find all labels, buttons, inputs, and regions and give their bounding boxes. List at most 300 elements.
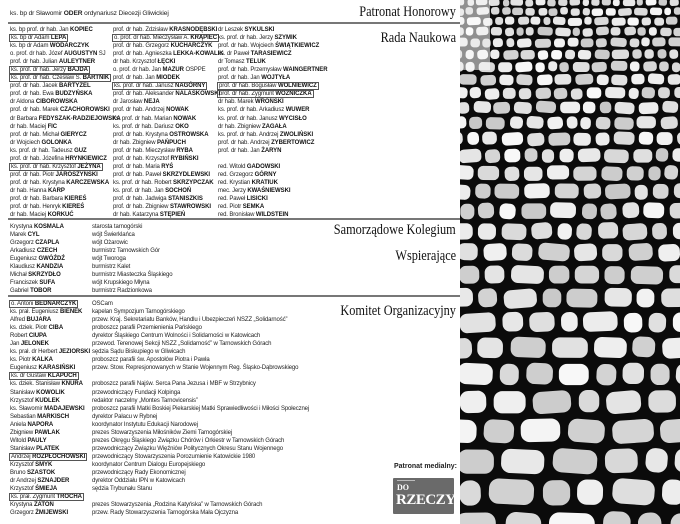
role-text: prezes Stowarzyszenia „Rodzina Katyńska” w Tarnowskich Górach [92,502,263,509]
divider [8,22,460,24]
surname: SKRZYDŁO [28,272,61,279]
name-title: ks. dziek. Piotr [10,325,49,332]
surname: FEDYSZAK-RADZIEJOWSKA [38,115,121,122]
patron-role: ordynariusz Diecezji Gliwickiej [82,10,169,17]
surname: OKO [175,123,189,130]
list-item [10,445,90,453]
role-text [92,372,309,380]
surname: AULEYTNER [58,59,96,66]
name [10,317,51,323]
name [10,272,61,278]
name-title: dr Andrzej [10,478,38,485]
role-text: dyrektor Oddziału IPN w Katowicach [92,478,185,485]
surname: ŻARYN [261,147,282,154]
role-text: redaktor naczelny „Montes Tarnovicensis” [92,397,198,404]
name [10,140,72,146]
name-title: ks. dr Gustaw [11,373,48,380]
name-title: prof. dr hab. Mieczysław [113,147,177,154]
name [10,196,86,202]
name [113,180,214,186]
surname: JEŻYNA [77,163,101,170]
name-title: ks. prof. dr hab. Jerzy [11,67,68,74]
name-title: prof. dr hab. Krzysztof [113,155,171,162]
surname: KOPIEC [70,27,93,33]
surname: KLAPUCH [47,373,77,380]
name-boxed [10,494,83,500]
name [10,256,65,262]
name-title: Krystyna [10,502,34,509]
name [218,116,307,122]
name [10,502,54,508]
name-title: Michał [10,272,29,279]
name-title: prof. dr hab. Zdzisław [113,27,170,33]
name [218,75,290,81]
name [10,390,65,396]
name [10,470,55,476]
name-title: prof. dr hab. Julian [10,59,59,66]
surname: ZAGAŁA [262,123,287,130]
list-item [10,223,65,231]
list-item [218,58,327,66]
list-item [10,332,90,340]
name-title: prof. dr hab. Jacek [10,83,59,90]
surname: SZNAJDER [37,478,70,485]
role-text: przewod. Terenowej Sekcji NSZZ „Solidarność” w Tarnowskich Górach [92,341,272,348]
role-text: burmistrz Kalet [92,264,131,271]
list-item [218,179,327,187]
list-item [10,171,121,179]
name [10,357,53,363]
name-title: ks. prof. dr hab. Czesław S. [11,75,83,82]
list-item [218,34,327,42]
list-item [10,163,121,171]
role-text: dyrektor Śląskiego Centrum Wolności i Solidarności w Katowicach [92,333,261,340]
list-item [10,469,90,477]
name [218,164,280,170]
role-text: wójt Krupskiego Młyna [92,280,150,287]
name-title: ks. prof. dr hab. Marian [113,115,174,122]
heading-samorzadowe-kolegium: Samorządowe Kolegium [334,222,456,238]
name [10,83,91,89]
list-item [10,271,65,279]
surname: NOWAK [173,115,197,122]
name [113,67,206,73]
name-title: dr hab. Zbigniew [218,123,262,130]
name [10,414,69,420]
list-item [113,90,224,98]
name [113,43,212,49]
name [10,280,55,286]
list-item [10,74,121,82]
name-title: prof. dr hab. Agnieszka [113,51,174,58]
surname: RYŚ [161,163,174,170]
name-boxed [10,75,110,81]
name-title: ks. prał. Zygmunt [11,494,57,501]
list-item [10,429,90,437]
logo-big-text: RZECZY [396,492,456,508]
surname: SYKULSKI [244,27,275,33]
name-title: dr Jarosław [113,99,144,106]
name [10,406,85,412]
name-boxed [10,35,67,41]
rada-column-3 [218,26,327,219]
list-item [10,147,121,155]
name-title: dr hab. Hanna [10,187,49,194]
name-title: prof. dr hab. Jan [113,75,157,82]
name-title: dr hab. Maciej [10,123,48,130]
name-boxed [10,164,102,170]
surname: KALKA [32,357,53,364]
surname: PLATEK [36,445,60,452]
name [218,27,274,33]
surname: GIERYCZ [60,131,87,138]
role-text: przewodniczący Stowarzyszenia Porozumienie Katowickie 1980 [92,453,256,460]
surname: LEPA [50,35,67,42]
name [10,381,83,387]
name-title: prof. dr hab. Andrzej [113,107,167,114]
list-item [113,171,224,179]
list-item [113,195,224,203]
name-title: dr hab. Katarzyna [113,212,160,219]
name [113,140,186,146]
name [218,196,268,202]
patron-surname: ODER [63,10,83,17]
surname: KARCZEWSKA [66,179,110,186]
surname: ŁĘCKI [157,59,176,66]
name-title: dr Aldona [10,99,36,106]
name-suffix: OSPPE [183,67,206,74]
name-title: ks. prof. dr hab. Dariusz [113,123,176,130]
logo-small-text: DO [397,483,409,492]
name [10,99,78,105]
name [10,341,49,347]
name [10,43,89,49]
name-title: Marek [10,232,28,239]
list-item [218,66,327,74]
name [113,188,191,194]
name [10,462,52,468]
name-title: ks. bp dr Adam [10,43,50,50]
list-item [218,26,327,34]
surname: ZYBERTOWICZ [271,139,315,146]
name-title: ks. prał. dr Herbert [10,349,59,356]
list-item [10,66,121,74]
name [218,67,327,73]
surname: NALASKOWSKI [175,91,221,98]
surname: WROŃSKI [255,99,284,106]
list-item [218,123,327,131]
surname: BARTYZEL [58,83,91,90]
surname: KWAŚNIEWSKI [247,187,291,194]
list-item [113,34,224,42]
name-title: ks. prał. Eugeniusz [10,309,60,316]
list-item [10,34,121,42]
surname: NOWAK [166,107,189,114]
list-item [218,155,327,163]
honorary-patron [10,10,169,18]
surname: AUGUSTYN [63,51,98,58]
list-item [10,316,90,324]
list-item [113,82,224,90]
list-item [10,58,121,66]
name-boxed [218,91,313,97]
role-text: przew. Kraj. Sekretariatu Banków, Handlu i Ubezpieczeń NSZZ „Solidarność” [92,317,288,324]
surname: ZATOŃ [33,502,54,509]
surname: WOŹNICZKA [275,91,312,98]
list-item [10,155,121,163]
surname: WYCISŁO [279,115,307,122]
surname: WAINGERTNER [283,67,328,74]
name [10,156,107,162]
surname: ŚWIĄTKIEWICZ [275,43,320,50]
list-item [218,187,327,195]
surname: CZACHOROWSKI [59,107,110,114]
name-title: prof. dr hab. Jan [218,147,262,154]
surname: KIEREŚ [64,195,87,202]
role-text: proboszcz parafii Przemienienia Pańskiego [92,325,202,332]
name [218,35,297,41]
surname: BARTNIK [82,75,110,82]
name [10,264,63,270]
name [10,180,109,186]
name [10,510,68,516]
heading-rada-naukowa: Rada Naukowa [380,30,456,46]
komitet-names [10,300,90,517]
kolegium-names [10,223,65,295]
surname: BEDNARCZYK [34,301,77,307]
media-patron-label: Patronat medialny: [394,463,458,470]
surname: TELUK [246,59,266,66]
list-item [218,163,327,171]
surname: GWÓŹDŹ [38,256,65,263]
surname: STANISZKIS [168,195,203,202]
surname: NAPORA [27,421,54,428]
name [113,196,203,202]
name-boxed [113,35,218,41]
name-title: ks. dziek. Stanisław [10,381,62,388]
surname: JAROSZYŃSKI [55,171,98,178]
name-title: ks. Sławomir [10,405,45,412]
heading-komitet-organizacyjny: Komitet Organizacyjny [340,303,456,319]
surname: SOCHOŃ [165,187,192,194]
name-title: Franciszek [10,280,40,287]
role-text: OSCam [92,301,113,307]
name [10,107,110,113]
list-item [10,413,90,421]
surname: PAŃPUCH [157,139,186,146]
surname: KARASIŃSKI [38,365,76,372]
list-item [10,263,65,271]
name-title: Zbigniew [10,429,35,436]
list-item [218,203,327,211]
name [10,132,87,138]
name-title: Aniela [10,421,28,428]
surname: RYBA [176,147,193,154]
name [10,438,47,444]
list-item [113,139,224,147]
surname: BUDZYŃSKA [55,91,93,98]
list-item [10,50,121,58]
name-title: ks. prof. dr hab. Robert [113,179,174,186]
surname: JEZIORSKI [58,349,91,356]
role-text: sędzia Sądu Biskupiego w Gliwicach [92,349,186,356]
name [218,99,284,105]
patron-title: ks. bp dr Sławomir [10,10,64,17]
role-text: burmistrz Radzionkowa [92,288,152,295]
surname: TOBOR [30,288,52,295]
surname: KUDLEK [35,397,60,404]
role-text: przewodniczący Fundacji Kolpinga [92,389,181,396]
name [218,188,290,194]
surname: NEJA [143,99,160,106]
role-text: koordynator Centrum Dialogu Europejskiego [92,461,206,468]
role-text: wójt Ożarowic [92,240,128,247]
name-title: Grzegorz [10,510,36,517]
name-title: Arkadiusz [10,248,37,255]
name-boxed [113,83,206,89]
surname: SMYK [35,461,53,468]
surname: ZWOLIŃSKI [279,131,314,138]
list-item [113,163,224,171]
rada-column-2 [113,26,224,219]
role-text: przew. Stow. Represjonowanych w Stanie Wojennym Reg. Śląsko-Dąbrowskiego [92,365,299,372]
name-boxed [10,301,77,307]
name-title: prof. dr hab. Paweł [113,171,163,178]
surname: SEMKA [242,204,265,211]
list-item [218,50,327,58]
name-title: prof. dr hab. Maria [113,163,162,170]
name-title: Krzysztof [10,461,36,468]
surname: MIODEK [156,75,180,82]
list-item [218,82,327,90]
name [10,124,57,130]
name-title: prof. dr hab. Grzegorz [113,43,171,50]
name-title: ks. prof. dr hab. Tadeusz [10,147,75,154]
name-title: prof. dr hab. Krystyna [10,179,67,186]
surname: STAWROWSKI [169,204,212,211]
name-title: prof. dr hab. Henryk [10,204,63,211]
surname: KRĄPIEC [190,35,217,42]
list-item [10,389,90,397]
surname: KRATIUK [251,179,278,186]
role-text: prezes Stowarzyszenia Miłośników Ziemi Tarnogórskiej [92,429,233,436]
name-suffix: SJ [97,51,106,58]
surname: OSTROWSKA [169,131,209,138]
name [10,224,64,230]
name-title: ks. prof. dr hab. Janusz [114,83,176,90]
surname: TARASIEWICZ [250,51,292,58]
name [218,180,278,186]
name [10,27,93,33]
name-title: Andrzej [11,453,33,460]
list-item [10,90,121,98]
surname: WOLNIEWICZ [277,83,317,90]
name [10,349,90,355]
name-title: prof. dr hab. Marek [10,107,60,114]
surname: BAJDA [67,67,88,74]
list-item [10,247,65,255]
surname: KRASNODĘBSKI [169,27,218,33]
name [10,204,84,210]
name-title: ks. prof. dr hab. Jan [113,187,166,194]
name-title: prof. dr hab. Jan [218,75,262,82]
list-item [218,42,327,50]
list-item [10,340,90,348]
list-item [10,187,121,195]
name-title: red. Piotr [218,204,243,211]
list-item [10,179,121,187]
name-title: mec. Jerzy [218,187,248,194]
surname: CZAPLA [35,240,60,247]
surname: KARP [48,187,65,194]
name-title: prof. dr hab. Andrzej [218,139,272,146]
surname: RYBIŃSKI [170,155,199,162]
name [113,132,209,138]
surname: SKRZYDLEWSKI [162,171,211,178]
name [113,107,189,113]
name [113,27,217,33]
role-text: wójt Tworoga [92,256,126,263]
name [10,288,51,294]
name [10,240,59,246]
name-title: ks. dr Paweł [218,51,251,58]
name-title: Alfred [10,317,27,324]
list-item [10,139,121,147]
surname: WODARCZYK [49,43,90,50]
surname: KNURA [61,381,83,388]
surname: KORKUĆ [47,212,74,219]
name [218,43,319,49]
surname: SZASTOK [26,469,56,476]
name [10,148,87,154]
list-item [10,82,121,90]
surname: MADAJEWSKI [44,405,85,412]
surname: HRYNKIEWICZ [65,155,107,162]
surname: MARKISCH [37,413,70,420]
name-title: ks. bp dr Adam [11,35,51,42]
list-item [10,195,121,203]
name-boxed [10,454,86,460]
do-rzeczy-logo [393,478,454,514]
name [218,204,264,210]
surname: SUFA [39,280,56,287]
surname: SZYMIK [274,35,297,42]
list-item [10,364,90,372]
list-item [10,324,90,332]
role-text: burmistrz Miasteczka Śląskiego [92,272,173,279]
name [218,124,287,130]
role-text: dyrektor Pałacu w Rybnej [92,413,158,420]
surname: GÓRNY [254,171,277,178]
name [218,148,281,154]
name-title: Eugeniusz [10,365,39,372]
name-title: ks. prof. dr hab. Janusz [218,115,280,122]
list-item [113,187,224,195]
divider [8,218,460,220]
surname: ŚMIEJA [35,486,58,493]
list-item [10,509,90,517]
name-title: dr hab. Marek [218,99,256,106]
name-title: prof. dr hab. Aleksander [113,91,176,98]
list-item [10,453,90,461]
list-item [113,50,224,58]
list-item [10,493,90,501]
name [10,51,106,57]
list-item [113,26,224,34]
surname: CIBOROWSKA [35,99,78,106]
surname: GUZ [74,147,87,154]
name-title: Grzegorz [10,240,36,247]
